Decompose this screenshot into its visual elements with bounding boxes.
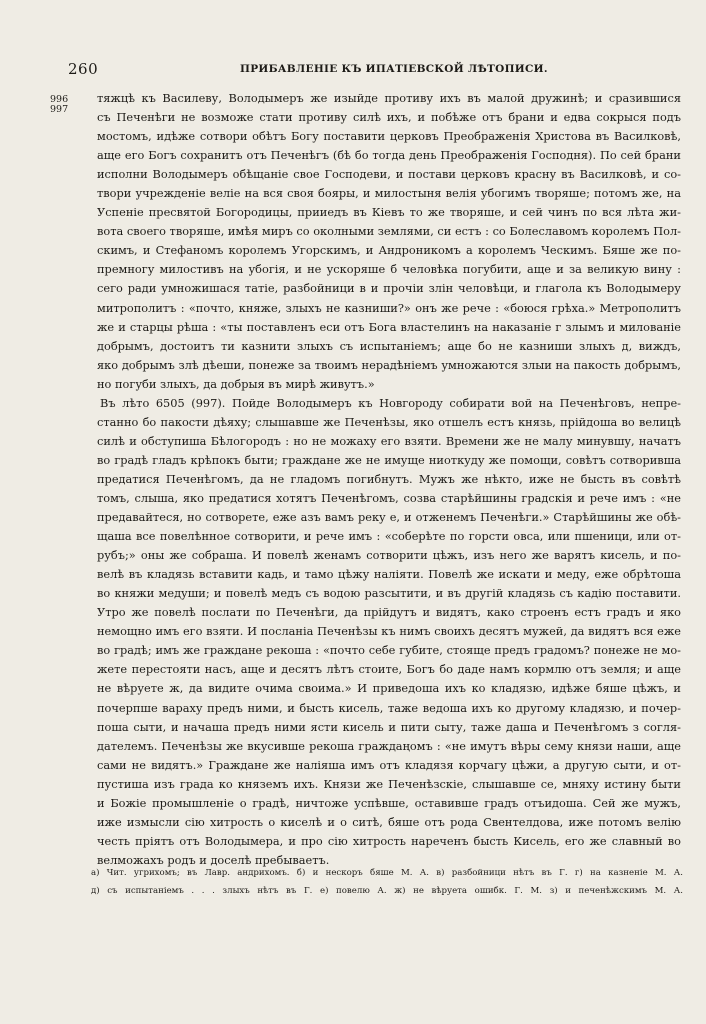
text-line: митрополитъ : «почто, княже, злыхъ не казниши?» онъ же рече : «боюся грѣха.» Метрополитъ bbox=[97, 300, 681, 315]
text-line: аще его Богъ сохранитъ отъ Печенѣгъ (бѣ бо тогда день Преображенія Господня). По сей брани bbox=[97, 148, 681, 163]
text-line: предавайтеся, но сотворете, еже азъ вамъ реку е, и отженемъ Печенѣги.» Старѣйшины же обѣ- bbox=[97, 510, 681, 525]
text-line: станно бо пакости дѣяху; слышавше же Печенѣзы, яко отшелъ естъ князь, прійдоша во велицѣ bbox=[97, 414, 681, 429]
text-line: съ Печенѣги не возможе стати противу силѣ ихъ, и побѣже отъ брани и едва сокрыся подъ bbox=[97, 110, 681, 125]
margin-year-markers bbox=[50, 95, 68, 115]
text-line: мостомъ, идѣже сотвори обѣтъ Богу поставити церковъ Преображенія Христова въ Василковѣ, bbox=[97, 129, 681, 144]
footnote-line: а) Чит. угрихомъ; въ Лавр. андрихомъ. б) и нескоръ бяше М. А. в) разбойници нѣтъ въ Г. г) на казненіе М. А. bbox=[91, 868, 683, 878]
text-line: и Божіе промышленіе о градѣ, ничтоже успѣвше, оставивше градъ отъидоша. Сей же мужъ, bbox=[97, 795, 681, 810]
text-line: почерпше вараху предъ ними, и бысть кисель, таже ведоша ихъ ко другому кладязю, и почер- bbox=[97, 700, 681, 715]
text-line: велможахъ родъ и доселѣ пребываетъ. bbox=[97, 852, 330, 867]
text-line: премногу милостивъ на убогія, и не ускоряше б человѣка погубити, аще и за великую вину : bbox=[97, 262, 681, 277]
text-line: но погуби злыхъ, да добрыя въ мирѣ живутъ.» bbox=[97, 376, 375, 391]
margin-year: 996 bbox=[50, 94, 69, 105]
text-line: во градѣ; имъ же граждане рекоша : «почто себе губите, стояще предъ градомъ? понеже не мо- bbox=[97, 643, 681, 658]
text-line: честь пріятъ отъ Володымера, и про сію хитрость нареченъ бысть Кисель, его же славный во bbox=[97, 833, 681, 848]
text-line: тяжцѣ къ Василеву, Володымеръ же изыйде противу ихъ въ малой дружинѣ; и сразившися bbox=[97, 91, 681, 105]
text-line: во княжи медуши; и повелѣ медъ съ водою разсытити, и въ другій кладязь съ кадію поставити. bbox=[97, 586, 681, 601]
text-line: яко добрымъ злѣ дѣеши, понеже за твоимъ нерадѣніемъ умножаются злыи на пакость добрымъ, bbox=[97, 357, 681, 372]
text-line: исполни Володымеръ обѣщаніе свое Господеви, и постави церковъ красну въ Василковѣ, и со- bbox=[97, 167, 681, 182]
text-line: жете перестояти насъ, аще и десятъ лѣтъ стоите, Богъ бо даде намъ кормлю отъ земля; и аще bbox=[97, 662, 681, 677]
text-line: рубъ;» оны же собраша. И повелѣ женамъ сотворити цѣжъ, изъ него же варятъ кисель, и по- bbox=[97, 548, 681, 563]
text-line: сами не видятъ.» Граждане же наліяша имъ отъ кладязя корчагу цѣжи, а другую сыти, и от- bbox=[97, 757, 681, 772]
chronicle-text bbox=[97, 89, 681, 870]
text-line: предатися Печенѣгомъ, да не гладомъ погибнутъ. Мужъ же нѣкто, иже не бысть въ совѣтѣ bbox=[97, 471, 681, 486]
text-line: немощно имъ его взяти. И посланіа Печенѣзы къ нимъ своихъ десятъ мужей, да видятъ вся еже bbox=[97, 624, 681, 639]
text-line: во градѣ гладъ крѣпокъ быти; граждане же не имуще ниоткуду же помощи, совѣтъ сотворивша bbox=[97, 452, 681, 467]
text-line: щаша все повелѣнное сотворити, и рече имъ : «соберѣте по горсти овса, или пшеници, или от- bbox=[97, 529, 681, 544]
text-line: иже измысли сію хитрость о киселѣ и о ситѣ, бяше отъ рода Свентелдова, иже потомъ велію bbox=[97, 814, 681, 829]
text-line: Утро же повелѣ послати по Печенѣги, да прійдутъ и видятъ, како строенъ естъ градъ и яко bbox=[97, 605, 681, 620]
text-line: же и старцы рѣша : «ты поставленъ еси отъ Бога властелинъ на наказаніе г злымъ и милованіе bbox=[97, 319, 681, 334]
text-line: Въ лѣто 6505 (997). Пойде Володымеръ къ Новгороду собирати вой на Печенѣговъ, непре- bbox=[100, 395, 681, 410]
text-line: вота своего творяше, имѣя миръ со околными землями, си естъ : со Болеславомъ королемъ Пол- bbox=[97, 224, 681, 239]
text-line: дателемъ. Печенѣзы же вкусивше рекоша граждаңомъ : «не имутъ вѣры сему князи наши, аще bbox=[97, 738, 681, 753]
text-line: томъ, слыша, яко предатися хотятъ Печенѣгомъ, созва старѣйшины градскія и рече имъ : «не bbox=[97, 490, 681, 505]
footnote-line: д) съ испытаніемъ . . . злыхъ нѣтъ въ Г. е) повелю А. ж) не вѣруета ошибк. Г. М. з) и печенѣжскимъ М. А. bbox=[91, 885, 683, 896]
text-line: твори учрежденіе веліе на вся своя бояры, и милостыня велія убогимъ творяше; потомъ же, на bbox=[97, 186, 681, 201]
text-line: добрымъ, достоитъ ти казнити злыхъ съ испытаніемъ; аще бо не казниши злыхъ д, виждъ, bbox=[97, 338, 681, 353]
text-line: велѣ въ кладязь вставити кадь, и тамо цѣжу наліяти. Повелѣ же искати и меду, еже обрѣтоша bbox=[97, 567, 681, 582]
text-line: не вѣруете ж, да видите очима своима.» И приведоша ихъ ко кладязю, идѣже бяше цѣжъ, и bbox=[97, 681, 681, 696]
text-line: силѣ и обступиша Бѣлогородъ : но не можаху его взяти. Времени же не малу минувшу, начатъ bbox=[97, 433, 681, 448]
text-line: скимъ, и Стефаномъ королемъ Угорскимъ, и Андроникомъ а королемъ Ческимъ. Бяше же по- bbox=[97, 243, 681, 258]
text-line: сего ради умножишася татіе, разбойници в и прочіи злін человѣци, и глагола къ Володымеру bbox=[97, 281, 681, 296]
text-line: поша сыти, и начаша предъ ними ясти кисель и пити сыту, таже даша и Печенѣгомъ з согля- bbox=[97, 719, 681, 734]
text-line: пустиша изъ града ко княземъ ихъ. Князи же Печенѣзскіе, слышавше се, мняху истину быти bbox=[97, 776, 681, 791]
running-head: ПРИБАВЛЕНІЕ КЪ ИПАТІЕВСКОЙ ЛѢТОПИСИ. bbox=[240, 63, 548, 75]
text-line: Успеніе пресвятой Богородицы, прииедъ въ Кіевъ то же творяше, и сей чинъ по вся лѣта жи- bbox=[97, 205, 681, 220]
page-number: 260 bbox=[68, 60, 99, 78]
margin-year: 997 bbox=[50, 104, 69, 115]
footnotes bbox=[91, 865, 683, 900]
